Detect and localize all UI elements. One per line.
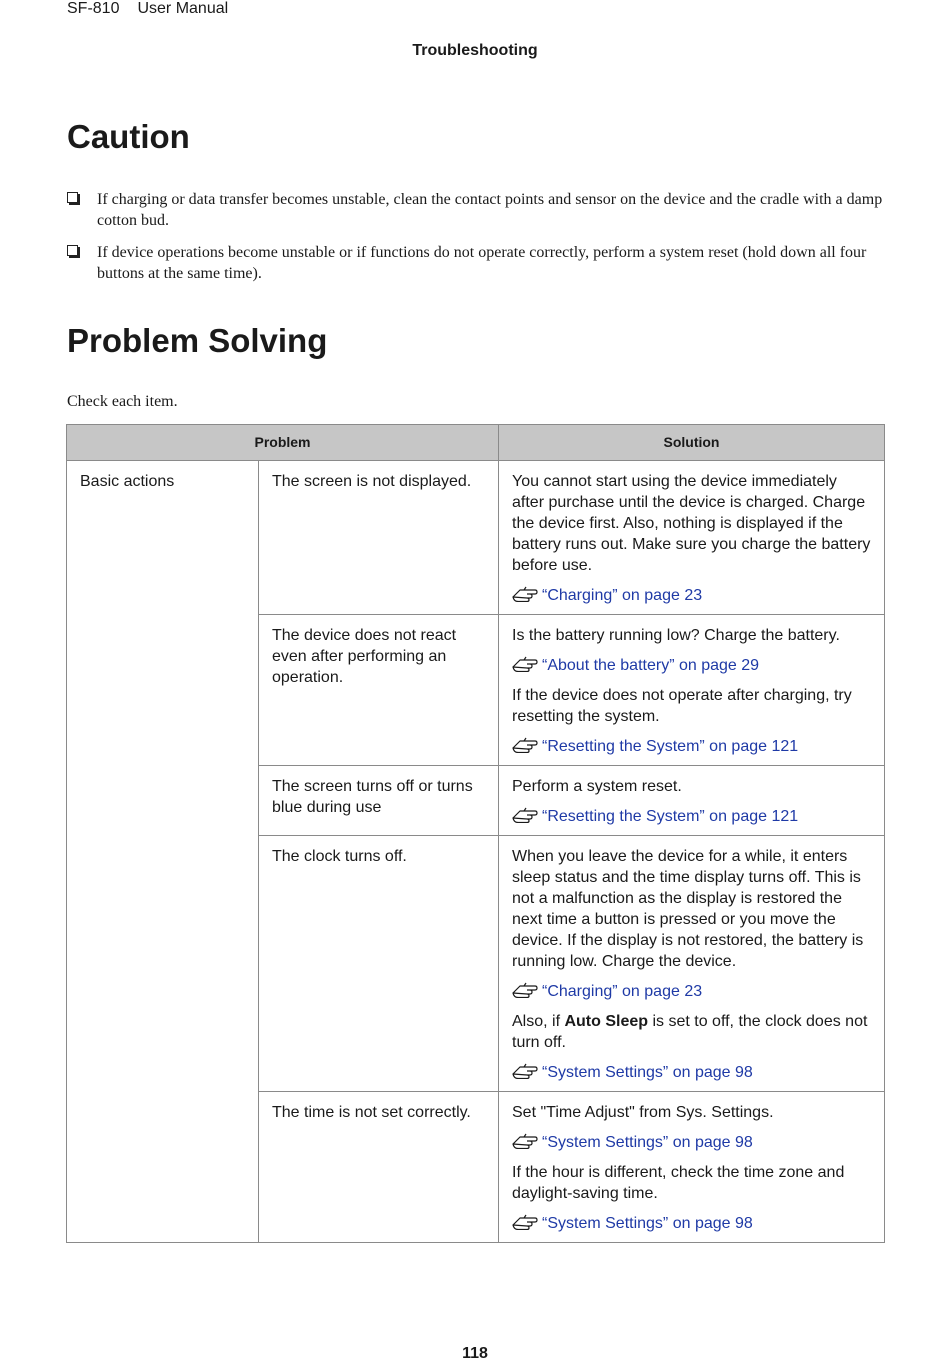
solution-text: Perform a system reset. xyxy=(512,778,682,795)
section-title: Troubleshooting xyxy=(412,42,538,59)
caution-heading: Caution xyxy=(67,118,190,155)
pointing-hand-icon xyxy=(512,1133,538,1149)
solution-text: When you leave the device for a while, it enters sleep status and the time display turns off. This is not a malfunction as the display is restored the next time a button is pressed or you move the device. If the display is not restored, the battery is running low. Charge the device. xyxy=(512,848,864,970)
solution-text: If the device does not operate after charging, try resetting the system. xyxy=(512,687,852,725)
link-label: “About the battery” on page 29 xyxy=(542,657,760,674)
link-label: “Resetting the System” on page 121 xyxy=(542,738,799,755)
pointing-hand-icon xyxy=(512,807,538,823)
caution-item-text: If charging or data transfer becomes unstable, clean the contact points and sensor on the device and the cradle with a damp cotton bud. xyxy=(97,191,883,229)
pointing-hand-icon xyxy=(512,737,538,753)
cross-reference-link[interactable] xyxy=(512,981,871,1002)
caution-item-text: If device operations become unstable or if functions do not operate correctly, perform a system reset (hold down all four buttons at the same time). xyxy=(97,244,867,282)
pointing-hand-icon xyxy=(512,1063,538,1079)
link-label: “Charging” on page 23 xyxy=(542,587,703,604)
link-label: “System Settings” on page 98 xyxy=(542,1064,753,1081)
pointing-hand-icon xyxy=(512,586,538,602)
solution-column-header: Solution xyxy=(499,425,885,461)
problem-cell: The time is not set correctly. xyxy=(259,1092,499,1243)
problem-solving-heading: Problem Solving xyxy=(67,322,328,359)
solution-cell xyxy=(499,836,885,1092)
pointing-hand-icon xyxy=(512,1214,538,1230)
problem-cell: The screen is not displayed. xyxy=(259,461,499,615)
cross-reference-link[interactable] xyxy=(512,1132,871,1153)
problem-table xyxy=(66,424,885,1243)
checkbox-bullet-icon xyxy=(67,192,78,203)
pointing-hand-icon xyxy=(512,982,538,998)
link-label: “Charging” on page 23 xyxy=(542,983,703,1000)
problem-cell: The screen turns off or turns blue during use xyxy=(259,766,499,836)
cross-reference-link[interactable] xyxy=(512,736,871,757)
solution-text: Is the battery running low? Charge the battery. xyxy=(512,627,840,644)
page-number: 118 xyxy=(462,1345,488,1362)
solution-text-part: is set to off, the clock does not turn off. xyxy=(512,1013,868,1051)
solution-cell xyxy=(499,615,885,766)
link-label: “System Settings” on page 98 xyxy=(542,1215,753,1232)
cross-reference-link[interactable] xyxy=(512,655,871,676)
cross-reference-link[interactable] xyxy=(512,806,871,827)
caution-item xyxy=(67,242,885,284)
model-name: SF-810 xyxy=(67,0,120,17)
setting-name: Auto Sleep xyxy=(564,1013,649,1030)
caution-item xyxy=(67,189,885,231)
cross-reference-link[interactable] xyxy=(512,1213,871,1234)
doc-name: User Manual xyxy=(137,0,229,17)
solution-cell xyxy=(499,1092,885,1243)
solution-cell xyxy=(499,766,885,836)
solution-text: Set "Time Adjust" from Sys. Settings. xyxy=(512,1104,774,1121)
problem-cell: The clock turns off. xyxy=(259,836,499,1092)
solution-text-part: Also, if xyxy=(512,1013,565,1030)
checkbox-bullet-icon xyxy=(67,245,78,256)
caution-list xyxy=(67,189,885,295)
solution-text xyxy=(512,1011,871,1053)
cross-reference-link[interactable] xyxy=(512,585,871,606)
solution-text: If the hour is different, check the time zone and daylight-saving time. xyxy=(512,1164,845,1202)
problem-cell: The device does not react even after performing an operation. xyxy=(259,615,499,766)
cross-reference-link[interactable] xyxy=(512,1062,871,1083)
link-label: “Resetting the System” on page 121 xyxy=(542,808,799,825)
intro-text: Check each item. xyxy=(67,393,178,410)
link-label: “System Settings” on page 98 xyxy=(542,1134,753,1151)
pointing-hand-icon xyxy=(512,656,538,672)
category-cell: Basic actions xyxy=(67,461,259,1243)
solution-text: You cannot start using the device immediately after purchase until the device is charged. Charge the device first. Also, nothing is displayed if the battery runs out. Make sure you charge the battery before use. xyxy=(512,473,871,574)
table-row xyxy=(67,461,885,615)
solution-cell xyxy=(499,461,885,615)
running-header xyxy=(67,0,246,18)
problem-column-header: Problem xyxy=(67,425,499,461)
